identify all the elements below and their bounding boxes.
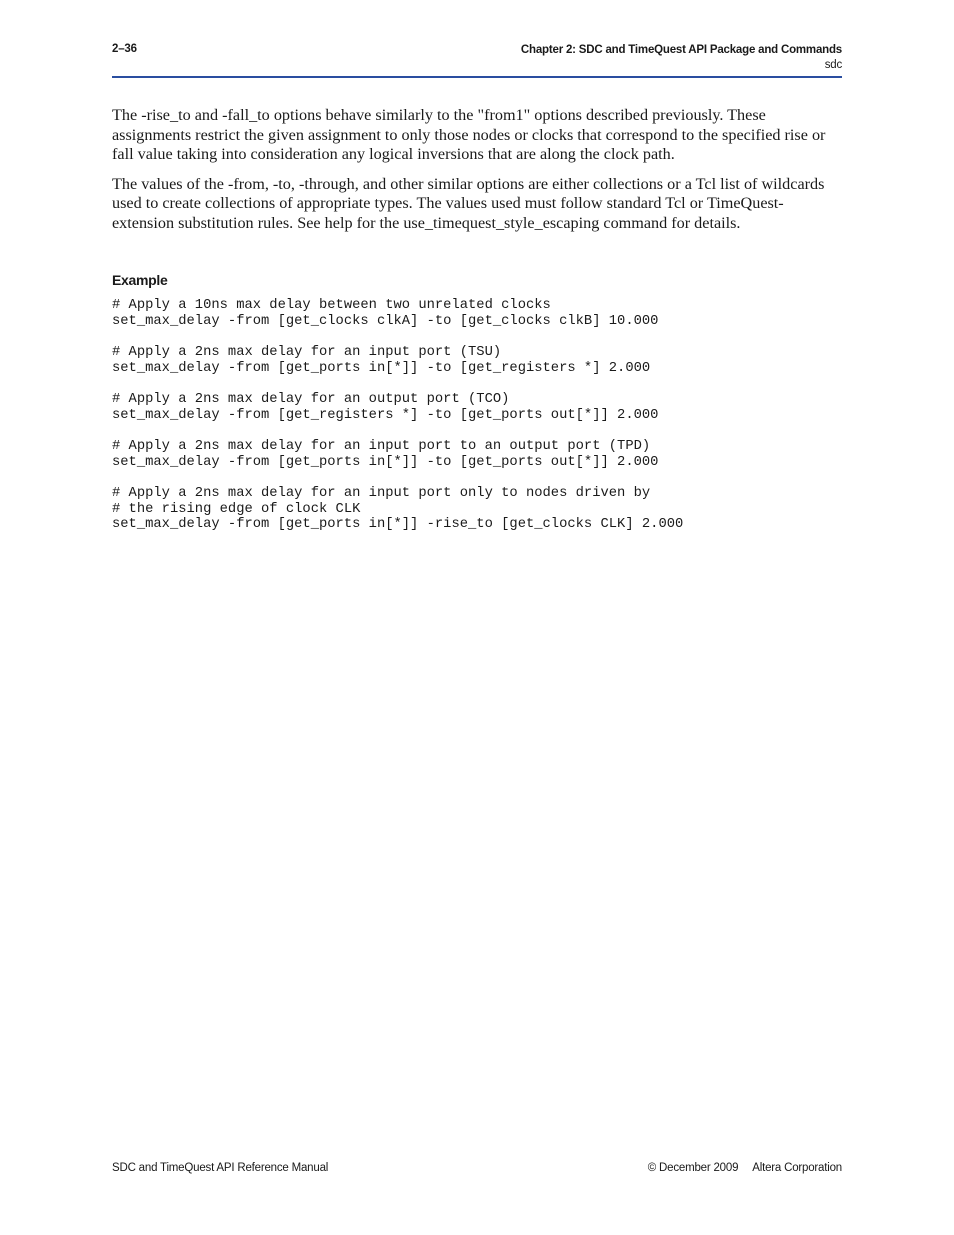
footer-date: © December 2009 — [647, 1162, 739, 1174]
page-number: 2–36 — [112, 43, 137, 55]
paragraph-rise-fall: The -rise_to and -fall_to options behave similarly to the "from1" options described previously. These assignments restrict the given assignment to only those nodes or clocks that correspond to the specified rise or fall value taking into consideration any logical inversions that are along the clock path. — [112, 106, 826, 163]
footer-company: Altera Corporation — [752, 1162, 842, 1174]
chapter-title: Chapter 2: SDC and TimeQuest API Package and Commands — [520, 44, 842, 56]
example-heading: Example — [112, 272, 168, 288]
running-header — [521, 43, 842, 73]
footer-copyright — [648, 1162, 842, 1174]
code-example: # Apply a 10ns max delay between two unrelated clocks set_max_delay -from [get_clocks clkA] -to [get_clocks clkB] 10.000 # Apply a 2ns max delay for an input port (TSU) set_max_delay -from [get_ports in[*]] -to [get_registers *] 2.000 # Apply a 2ns max delay for an output port (TCO) set_max_delay -from [get_registers *] -to [get_ports out[*]] 2.000 # Apply a 2ns max delay for an input port to an output port (TPD) set_max_delay -from [get_ports in[*]] -to [get_ports out[*]] 2.000 # Apply a 2ns max delay for an input port only to nodes driven by # the rising edge of clock CLK set_max_delay -from [get_ports in[*]] -rise_to [get_clocks CLK] 2.000 — [112, 298, 684, 533]
footer-manual-title: SDC and TimeQuest API Reference Manual — [112, 1162, 329, 1174]
header-divider — [112, 76, 842, 78]
body-text — [112, 106, 832, 243]
paragraph-option-values: The values of the -from, -to, -through, and other similar options are either collections or a Tcl list of wildcards used to create collections of appropriate types. The values used must follow standard Tcl or TimeQuest-extension substitution rules. See help for the use_timequest_style_escaping command for details. — [112, 174, 825, 232]
section-name: sdc — [824, 59, 842, 71]
